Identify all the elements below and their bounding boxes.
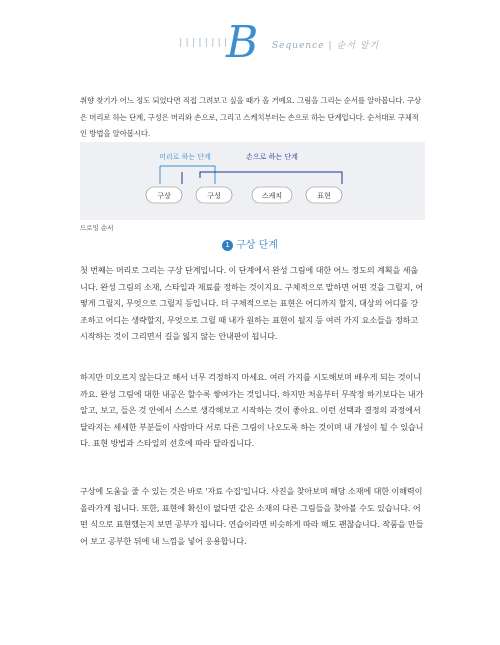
body-paragraph-2: 하지만 미오르지 않는다고 해서 너무 걱정하지 마세요. 여러 가지를 시도해보며 배우게 되는 것이니까요. 완성 그림에 대한 내공은 할수록 쌓여가는 것입니다. 하지만 처음부터 무작정 하기보다는 내가 알고, 보고, 들은 것 안에서 스스로 생각해보고 시작하는 것이 좋아요. 이런 선택과 결정의 과정에서 달라지는 세세한 부분들이 사람마다 서로 다른 그림이 나오도록 하는 것이며 내 개성이 될 수 있습니다. 표현 방법과 스타일의 선호에 따라 달라집니다. — [80, 372, 424, 448]
section-heading — [0, 236, 500, 251]
hand-bracket — [200, 172, 342, 184]
series-label: Sequence — [272, 41, 325, 51]
head-bracket — [160, 166, 215, 184]
step-label-1: 구상 — [157, 192, 171, 200]
body-paragraph-1: 첫 번째는 머리로 그리는 구상 단계입니다. 이 단계에서 완성 그림에 대한 어느 정도의 계획을 세웁니다. 완성 그림의 소재, 스타일과 재료를 정하는 것이지요. 구체적으로 말하면 어떤 것을 그릴지, 어떻게 그릴지, 무엇으로 그릴지 등입니다. 더 구체적으로는 표현은 어디까지 할지, 대상의 어디를 강조하고 어디는 생략할지, 무엇으로 그릴 때 내가 원하는 표현이 될지 등 여러 가지 요소들을 정하고 시작하는 것이 그리면서 길을 잃지 않는 안내판이 됩니다. — [80, 265, 424, 341]
section-title-text: 구상 단계 — [236, 240, 278, 251]
head-stage-label: 머리로 하는 단계 — [159, 153, 211, 161]
step-label-4: 표현 — [317, 192, 331, 200]
diagram-svg — [80, 142, 425, 220]
header-running-title — [272, 38, 379, 51]
section-label: 순서 알기 — [336, 41, 380, 51]
step-label-2: 구성 — [207, 192, 221, 200]
page-header — [0, 17, 500, 72]
diagram-caption: 드로잉 순서 — [80, 224, 114, 232]
step-label-3: 스케치 — [261, 192, 283, 200]
decorative-bars: |||||||| — [178, 38, 230, 48]
body-paragraph-3: 구상에 도움을 줄 수 있는 것은 바로 '자료 수집'입니다. 사진을 찾아보며 해당 소재에 대한 이해력이 올라가게 됩니다. 또한, 표현에 확신이 없다면 같은 소재의 다른 그림들을 찾아볼 수도 있습니다. 어떤 식으로 표현했는지 보면 공부가 됩니다. 연습이라면 비슷하게 따라 해도 괜찮습니다. 작품을 만들어 보고 공부한 뒤에 내 느낌을 넣어 응용합니다. — [80, 486, 424, 546]
chapter-logo-letter: B — [226, 17, 259, 68]
drawing-order-diagram — [80, 142, 425, 220]
hand-stage-label: 손으로 하는 단계 — [246, 153, 298, 161]
intro-paragraph: 취향 찾기가 어느 정도 되었다면 직접 그려보고 싶을 때가 올 거예요. 그림을 그리는 순서를 알아봅니다. 구상은 머리로 하는 단계, 구성은 머리와 손으로, 그리고 스케치부터는 손으로 하는 단계입니다. 순서대로 구체적인 방법을 알아봅시다. — [80, 96, 421, 138]
header-divider: | — [328, 41, 333, 51]
section-number-badge: 1 — [222, 240, 233, 251]
